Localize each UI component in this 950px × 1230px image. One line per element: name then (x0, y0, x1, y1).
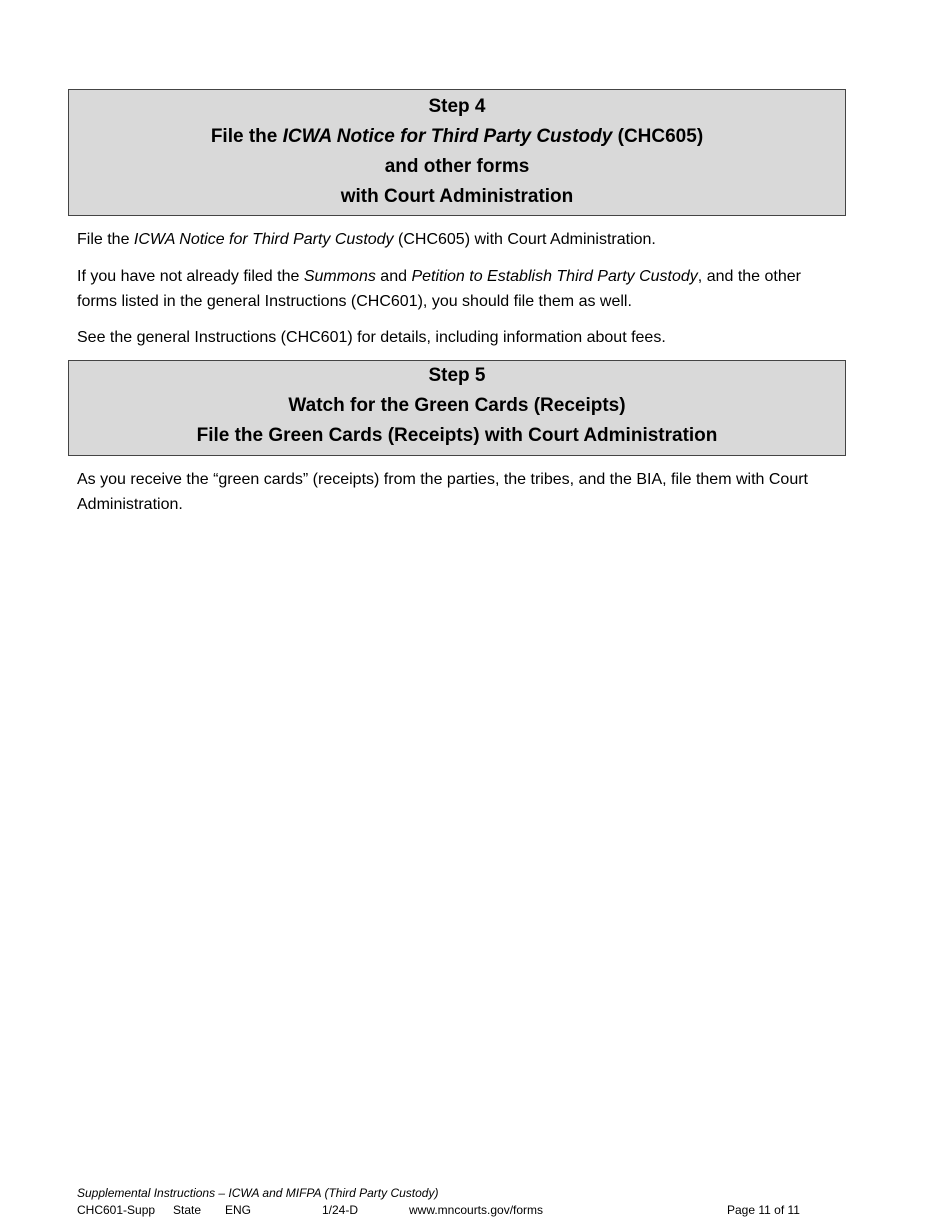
paragraph-green-cards: As you receive the “green cards” (receipts) from the parties, the tribes, and the BIA, file them with Court Administration. (77, 471, 808, 513)
step-4-heading-box (68, 89, 846, 216)
step-5-heading-box (68, 360, 846, 456)
step-4-title-pre: File the (210, 126, 283, 147)
footer-language: ENG (225, 1203, 252, 1217)
step-4-title-line-1 (69, 122, 845, 152)
step-4-title-post: (CHC605) (612, 126, 704, 147)
p2-summons: Summons (303, 268, 376, 285)
footer-page-number: Page 11 of 11 (727, 1203, 800, 1217)
footer-form-id: CHC601-Supp (77, 1203, 156, 1217)
p1-post: (CHC605) with Court Administration. (393, 231, 656, 248)
step-4-title-line-3: with Court Administration (340, 186, 574, 207)
footer-jurisdiction: State (173, 1203, 202, 1217)
p2-mid: and (375, 268, 412, 285)
step-5-title-line-2: File the Green Cards (Receipts) with Court Administration (196, 425, 718, 446)
step-4-title-line-2: and other forms (384, 156, 530, 177)
step-4-form-name: ICWA Notice for Third Party Custody (282, 126, 613, 147)
p2-pre: If you have not already filed the (77, 268, 304, 285)
footer-version: 1/24-D (322, 1203, 359, 1217)
footer-title: Supplemental Instructions – ICWA and MIFPA (Third Party Custody) (77, 1186, 439, 1200)
step-5-title-line-1: Watch for the Green Cards (Receipts) (288, 395, 626, 416)
footer-website: www.mncourts.gov/forms (409, 1203, 544, 1217)
p2-petition: Petition to Establish Third Party Custody (411, 268, 698, 285)
paragraph-see-instructions: See the general Instructions (CHC601) for details, including information about fees. (77, 329, 666, 346)
step-4-number: Step 4 (428, 96, 486, 117)
paragraph-file-notice (77, 227, 837, 252)
p1-form-name: ICWA Notice for Third Party Custody (133, 231, 394, 248)
paragraph-other-forms (77, 264, 837, 314)
step-5-number: Step 5 (428, 365, 486, 386)
p1-pre: File the (77, 231, 134, 248)
p2-post: , and the other forms listed in the general Instructions (CHC601), you should file them as well. (77, 268, 801, 310)
